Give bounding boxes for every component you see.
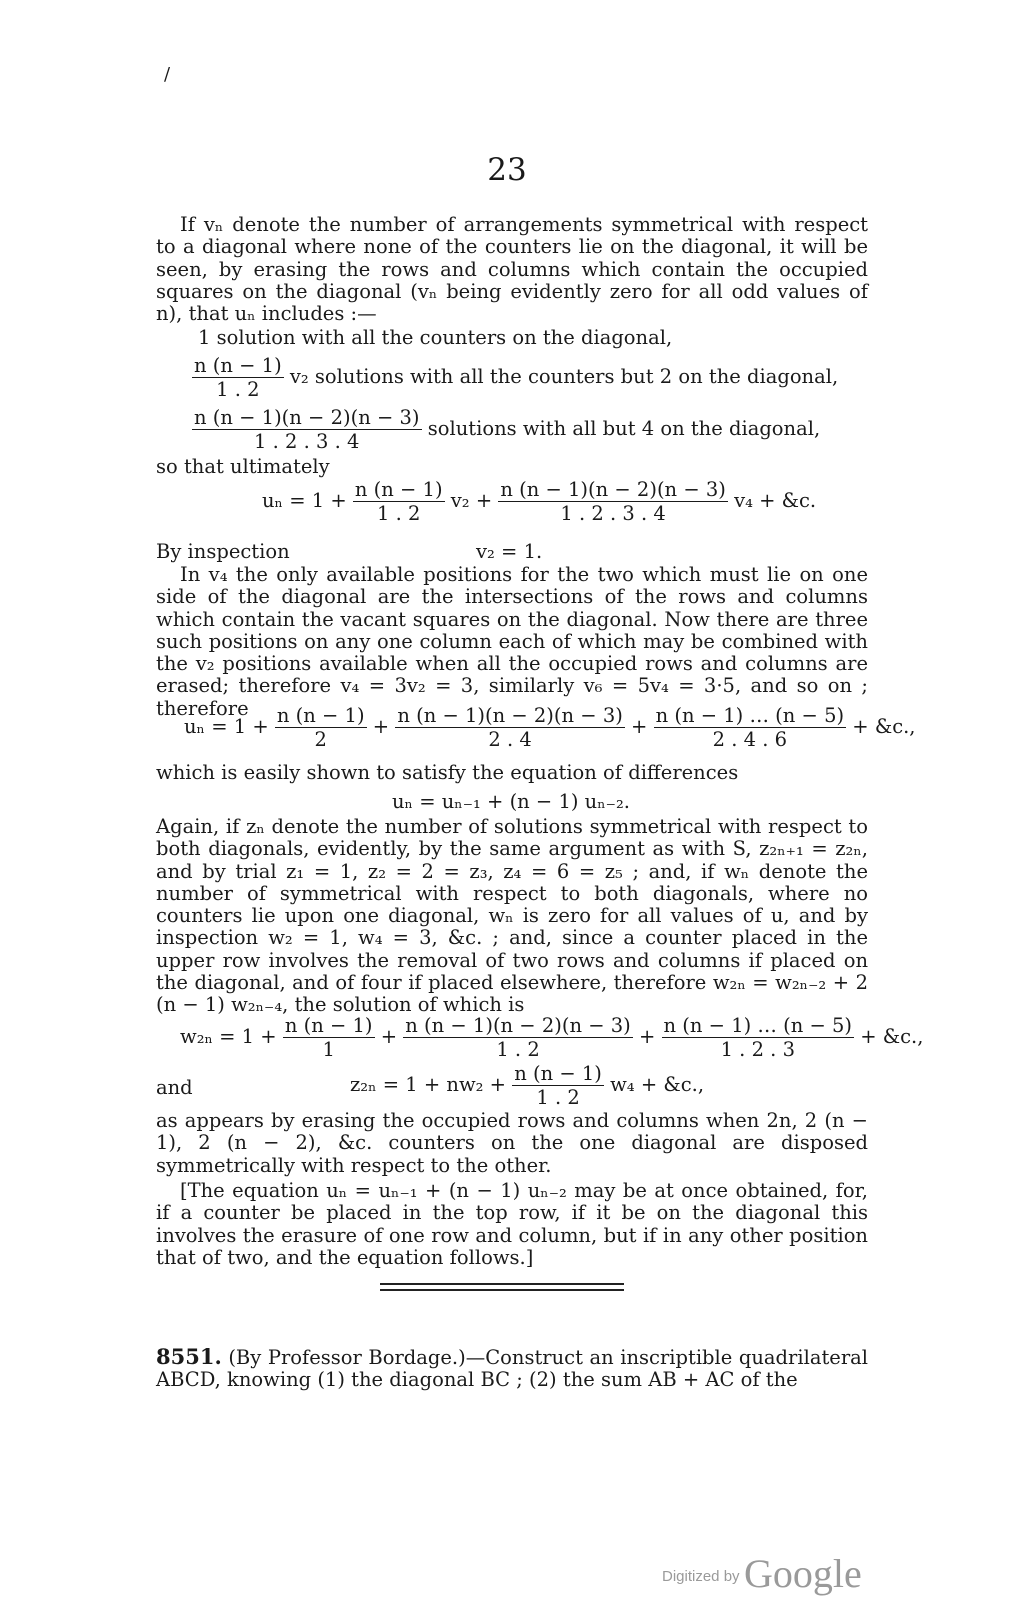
list-item-2 bbox=[192, 354, 838, 401]
digitized-watermark bbox=[662, 1550, 862, 1597]
fraction-numerator: n (n − 1) bbox=[354, 478, 443, 501]
paragraph-zn bbox=[156, 816, 868, 1017]
fraction-denominator: 1 . 2 bbox=[216, 378, 260, 401]
fraction-denominator: 1 . 2 bbox=[377, 502, 421, 525]
paragraph-vn-definition bbox=[156, 214, 868, 325]
eq-lhs: uₙ = 1 + bbox=[184, 715, 269, 738]
and-word: and bbox=[156, 1076, 193, 1099]
list-item-3 bbox=[192, 406, 820, 453]
corner-mark: / bbox=[164, 64, 171, 85]
problem-8551 bbox=[156, 1346, 868, 1392]
eq-end: v₄ + &c. bbox=[734, 489, 817, 512]
eq-lhs: z₂ₙ = 1 + nw₂ + bbox=[350, 1073, 507, 1096]
fraction-numerator: n (n − 1) … (n − 5) bbox=[655, 704, 845, 727]
paragraph-differences bbox=[156, 762, 868, 784]
watermark-prefix: Digitized by bbox=[662, 1568, 740, 1585]
fraction bbox=[395, 704, 625, 751]
fraction bbox=[353, 478, 445, 525]
fraction bbox=[403, 1014, 633, 1061]
paragraph-erasing bbox=[156, 1110, 868, 1177]
fraction bbox=[654, 704, 847, 751]
fraction-denominator: 2 bbox=[314, 728, 327, 751]
fraction bbox=[498, 478, 728, 525]
fraction-denominator: 1 . 2 bbox=[536, 1086, 580, 1109]
fraction-numerator: n (n − 1) … (n − 5) bbox=[663, 1014, 853, 1037]
paragraph-v4 bbox=[156, 564, 868, 720]
v2-equation: v₂ = 1. bbox=[476, 540, 543, 563]
fraction-denominator: 1 . 2 bbox=[496, 1038, 540, 1061]
section-divider bbox=[380, 1289, 624, 1291]
paragraph-text: Again, if zₙ denote the number of solutions symmetrical with respect to both diagonals, evidently, by the same argument as with S, z₂ₙ₊₁ = z₂ₙ, and by trial z₁ = 1, z₂ = 2 = z₃, z₄ = 6 = z₅ ; and, if wₙ denote the number of symmetrical with respect to both diagonals, where no counters lie upon one diagonal, wₙ is zero for all values of u, and by inspection w₂ = 1, w₄ = 3, &c. ; and, since a counter placed in the upper row involves the removal of two rows and columns if placed on the diagonal, and of four if placed elsewhere, therefore w₂ₙ = w₂ₙ₋₂ + 2 (n − 1) w₂ₙ₋₄, the solution of which is bbox=[156, 815, 868, 1017]
eq-end: + &c., bbox=[852, 715, 916, 738]
fraction-numerator: n (n − 1)(n − 2)(n − 3) bbox=[405, 1014, 631, 1037]
watermark-brand: Google bbox=[744, 1551, 862, 1596]
eq-end: + &c., bbox=[860, 1025, 924, 1048]
list-item-text: solutions with all but 4 on the diagonal, bbox=[427, 417, 821, 440]
paragraph-bracketed-note bbox=[156, 1180, 868, 1269]
eq-mid: v₂ + bbox=[450, 489, 493, 512]
eq-end: w₄ + &c., bbox=[610, 1073, 705, 1096]
fraction-denominator: 2 . 4 bbox=[488, 728, 532, 751]
fraction-numerator: n (n − 1) bbox=[284, 1014, 373, 1037]
fraction-denominator: 1 . 2 . 3 . 4 bbox=[254, 430, 360, 453]
eq-lhs: w₂ₙ = 1 + bbox=[180, 1025, 277, 1048]
problem-text: (By Professor Bordage.)—Construct an inscriptible quadrilateral ABCD, knowing (1) the diagonal BC ; (2) the sum AB + AC of the bbox=[156, 1346, 869, 1392]
fraction bbox=[283, 1014, 375, 1061]
equation-un-expanded: uₙ = 1 + $\frac{n (n - 1)}{2}$ + $\frac{n (n - 1)(n - 2)(n - 3)}{2 . 4}$ + $\frac{n (n - 1) \dots (n - 5)}{2 . 4 . 6}$ + &c., bbox=[184, 704, 916, 751]
paragraph-text: If vₙ denote the number of arrangements symmetrical with respect to a diagonal where none of the counters lie on the diagonal, it will be seen, by erasing the rows and columns which contain the occupied squares on the diagonal (vₙ being evidently zero for all odd values of n), that uₙ includes :— bbox=[156, 213, 868, 326]
fraction bbox=[662, 1014, 855, 1061]
equation-w2n: w₂ₙ = 1 + $\frac{n (n - 1)}{1}$ + $\frac{n (n - 1)(n - 2)(n - 3)}{1 . 2}$ + $\frac{n (n - 1) \dots (n - 5)}{1 . 2 . 3}$ + &c., bbox=[180, 1014, 924, 1061]
equation-z2n bbox=[350, 1062, 704, 1109]
fraction-numerator: n (n − 1) bbox=[276, 704, 365, 727]
fraction-denominator: 2 . 4 . 6 bbox=[712, 728, 788, 751]
so-that-line bbox=[156, 456, 868, 478]
fraction-numerator: n (n − 1)(n − 2)(n − 3) bbox=[397, 704, 623, 727]
fraction-numerator: n (n − 1) bbox=[194, 354, 282, 377]
fraction bbox=[192, 406, 422, 453]
page-number: 23 bbox=[487, 152, 527, 188]
fraction-numerator: n (n − 1)(n − 2)(n − 3) bbox=[194, 406, 420, 429]
paragraph-text: so that ultimately bbox=[156, 455, 330, 478]
fraction-numerator: n (n − 1) bbox=[514, 1062, 602, 1085]
by-inspection-label: By inspection bbox=[156, 540, 290, 563]
list-item-text: v₂ solutions with all the counters but 2 on the diagonal, bbox=[289, 365, 839, 388]
fraction-denominator: 1 bbox=[322, 1038, 335, 1061]
paragraph-text: In v₄ the only available positions for the two which must lie on one side of the diagonal are the intersections of the rows and columns which contain the vacant squares on the diagonal. Now there are three such positions on any one column each of which may be combined with the v₂ positions available when all the occupied rows and columns are erased; therefore v₄ = 3v₂ = 3, similarly v₆ = 5v₄ = 3·5, and so on ; therefore bbox=[156, 563, 868, 720]
fraction-denominator: 1 . 2 . 3 . 4 bbox=[560, 502, 666, 525]
equation-un-series bbox=[262, 478, 816, 525]
fraction bbox=[512, 1062, 604, 1109]
fraction-numerator: n (n − 1)(n − 2)(n − 3) bbox=[500, 478, 726, 501]
paragraph-text: which is easily shown to satisfy the equation of differences bbox=[156, 761, 739, 784]
problem-number: 8551. bbox=[156, 1344, 222, 1369]
eq-lhs: uₙ = 1 + bbox=[262, 489, 347, 512]
section-divider bbox=[380, 1283, 624, 1285]
equation-differences: uₙ = uₙ₋₁ + (n − 1) uₙ₋₂. bbox=[392, 790, 630, 813]
fraction-denominator: 1 . 2 . 3 bbox=[720, 1038, 795, 1061]
paragraph-text: as appears by erasing the occupied rows and columns when 2n, 2 (n − 1), 2 (n − 2), &c. counters on the one diagonal are disposed symmetrically with respect to the other. bbox=[156, 1109, 868, 1177]
fraction bbox=[275, 704, 367, 751]
list-item-1: 1 solution with all the counters on the diagonal, bbox=[198, 326, 673, 349]
fraction bbox=[192, 354, 284, 401]
paragraph-text: [The equation uₙ = uₙ₋₁ + (n − 1) uₙ₋₂ may be at once obtained, for, if a counter be placed in the top row, if it be on the diagonal this involves the erasure of one row and column, but if in any other position that of two, and the equation follows.] bbox=[156, 1179, 868, 1269]
